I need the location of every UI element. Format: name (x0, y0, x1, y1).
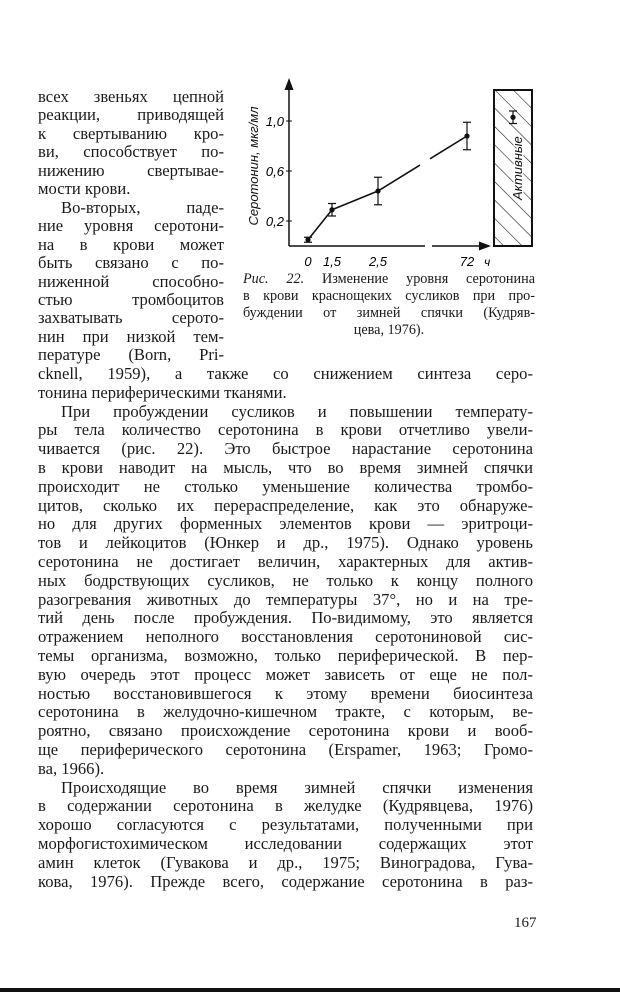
text-line: в содержании серотонина в желудке (Кудрявцева, 1976) (38, 796, 533, 816)
series-line (332, 191, 378, 210)
caption-text: Изменение уровня серотонина (322, 271, 535, 287)
active-label: Активные (510, 136, 525, 200)
text-line: реакции, приводящей (38, 105, 224, 125)
text-line: вую очередь этот процесс может зависеть от еще не пол- (38, 664, 533, 684)
series-line (308, 210, 332, 240)
text-line: морфогистохимическом исследовании содержащих этот (38, 834, 533, 853)
text-line: пературе (Born, Pri- (38, 345, 224, 365)
text-line: захватывать серото- (38, 308, 224, 328)
text-line: ниженной способно- (38, 271, 224, 291)
y-tick-label: 0,2 (265, 214, 284, 229)
caption-line (243, 271, 535, 288)
caption-label: Рис. 22. (243, 271, 305, 287)
bottom-rule (0, 988, 620, 992)
text-line: Во-вторых, паде- (61, 197, 224, 217)
text-line: темы организма, возможно, только периферической. В пер- (38, 646, 533, 665)
text-line: стью тромбоцитов (38, 289, 224, 309)
caption-line: в крови краснощеких сусликов при про- (243, 288, 535, 304)
text-line: всех звеньях цепной (38, 87, 224, 106)
x-tick-label: 0 (304, 254, 312, 269)
text-line: к свертыванию кро- (38, 123, 224, 143)
caption-line: буждении от зимней спячки (Кудряв- (243, 305, 535, 321)
caption-line: цева, 1976). (353, 322, 425, 338)
text-line: тонина периферическими тканями. (38, 382, 287, 402)
y-tick-label: 1,0 (265, 114, 284, 129)
active-point (510, 115, 515, 120)
x-tick-label: 1,5 (322, 254, 342, 269)
x-tick-label: 2,5 (368, 254, 388, 269)
text-line: нин при низкой тем- (38, 326, 224, 346)
text-line: ще периферического серотонина (Erspamer, 1963; Громо- (38, 740, 533, 759)
data-point (329, 207, 334, 212)
text-line: серотонина в желудочно-кишечном тракте, с которым, ве- (38, 702, 533, 722)
text-line: роятно, связано происхождение серотонина крови и вооб- (38, 721, 533, 741)
text-line: мости крови. (38, 179, 131, 199)
text-line: нижению свертывае- (38, 160, 224, 180)
text-line: кова, 1976). Прежде всего, содержание серотонина в раз- (38, 871, 533, 891)
text-line: cknell, 1959), а также со снижением синтеза серо- (38, 364, 533, 383)
text-line: цитов, сколько их перераспределение, как это обнаруже- (38, 495, 533, 515)
y-axis-label: Серотонин, мкг/мл (246, 106, 261, 226)
text-line: ви, способствует по- (38, 142, 224, 162)
text-line: ние уровня серотони- (38, 216, 224, 236)
text-line: ва, 1966). (38, 758, 105, 778)
text-line: серотонина не достигает величин, характерных для актив- (38, 552, 533, 571)
x-tick-label: 72 (459, 254, 475, 269)
data-point (375, 188, 380, 193)
series-line (378, 165, 420, 191)
text-line: происходит не столько уменьшение количества тромбо- (38, 476, 533, 496)
text-line: в крови наводит на мысль, что во время зимней спячки (38, 458, 533, 477)
text-line: хорошо согласуются с результатами, полученными при (38, 815, 533, 835)
series-line (430, 136, 467, 159)
data-point (464, 133, 469, 138)
text-line: быть связано с по- (38, 253, 224, 273)
text-line: тов и лейкоцитов (Юнкер и др., 1975). Однако уровень (38, 533, 533, 553)
x-unit-label: ч (484, 255, 491, 269)
text-line: ных бодрствующих сусликов, не только к концу полного (38, 570, 533, 590)
text-line: При пробуждении сусликов и повышении температу- (61, 401, 533, 421)
text-line: на в крови может (38, 234, 224, 254)
y-tick-label: 0,6 (265, 164, 284, 179)
page-number: 167 (514, 915, 537, 931)
text-line: отражением неполного восстановления серотониновой сис- (38, 627, 533, 647)
text-line: Происходящие во время зимней спячки изменения (61, 777, 533, 797)
text-line: но для других форменных элементов крови — эритроци- (38, 514, 533, 534)
text-line: ностью восстановившегося к этому времени биосинтеза (38, 683, 533, 703)
text-line: тий день после пробуждения. По-видимому, это является (38, 608, 533, 628)
data-point (305, 237, 310, 242)
text-line: амин клеток (Гувакова и др., 1975; Виноградова, Гува- (38, 852, 533, 872)
text-line: ры тела количество серотонина в крови отчетливо увели- (38, 420, 533, 440)
text-line: разогревания животных до температуры 37°, но и на тре- (38, 589, 533, 609)
text-line: чивается (рис. 22). Это быстрое нарастание серотонина (38, 439, 533, 459)
